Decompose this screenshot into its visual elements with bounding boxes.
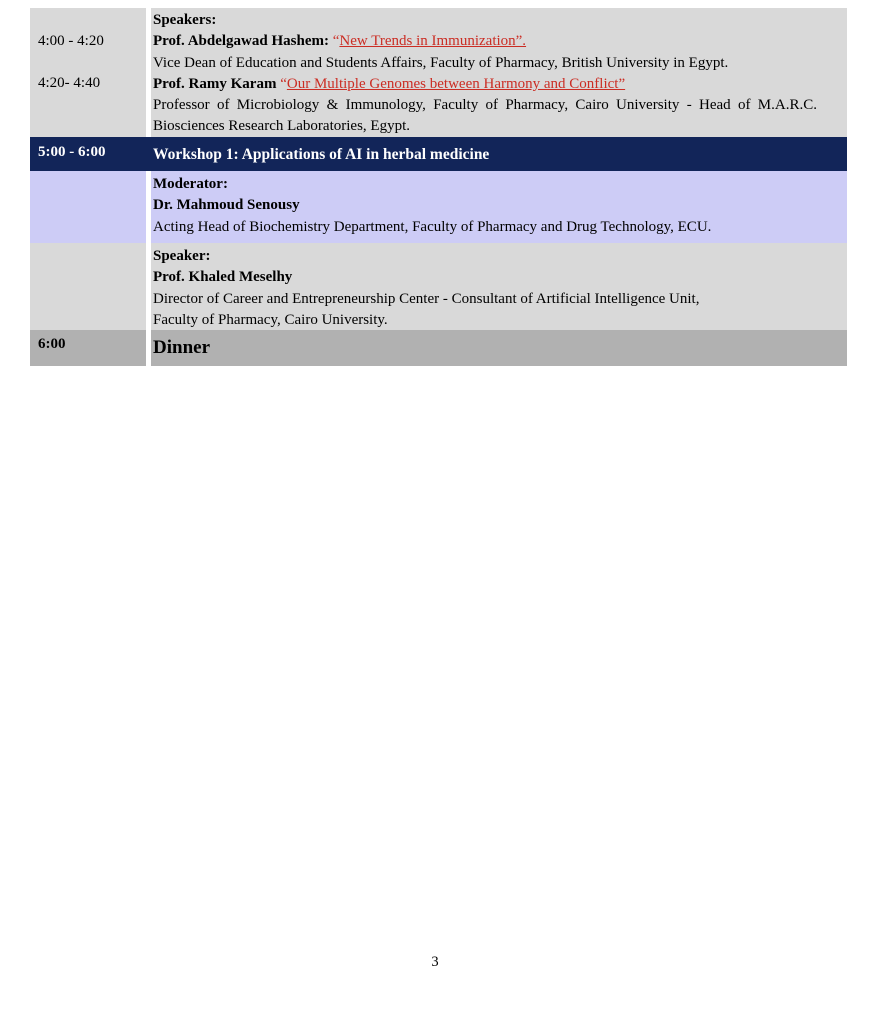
workshop-title: Workshop 1: Applications of AI in herbal medicine (153, 146, 490, 163)
moderator-heading: Moderator: (153, 176, 228, 192)
quote-open: “ (332, 33, 340, 50)
session-content-cell (151, 8, 847, 137)
speaker-1-talk-link[interactable] (333, 33, 526, 49)
workshop-speaker-affiliation-line-1: Director of Career and Entrepreneurship Center - Consultant of Artificial Intelligence Unit, (153, 290, 700, 307)
moderator-row (30, 171, 847, 243)
schedule-table (30, 8, 847, 366)
workshop-speaker-content-cell (151, 243, 847, 330)
dinner-content-cell (151, 330, 847, 366)
workshop-speaker-affiliation-line-2: Faculty of Pharmacy, Cairo University. (153, 311, 388, 328)
speaker-2-talk-link[interactable] (280, 76, 625, 92)
moderator-content-cell (151, 171, 847, 243)
dinner-time: 6:00 (38, 336, 66, 352)
speaker-1-affiliation: Vice Dean of Education and Students Affairs, Faculty of Pharmacy, British University in Egypt. (153, 54, 729, 71)
speaker-1-line (153, 31, 817, 52)
workshop-speaker-name: Prof. Khaled Meselhy (153, 269, 293, 286)
workshop-time: 5:00 - 6:00 (38, 144, 106, 160)
speaker-2-talk-title: Our Multiple Genomes between Harmony and Conflict” (286, 75, 626, 92)
session-time-cell (30, 8, 146, 137)
session-heading: Speakers: (153, 12, 217, 28)
workshop-title-cell (151, 137, 847, 171)
speaker-2-line (153, 74, 817, 95)
time-slot-1: 4:00 - 4:20 (38, 33, 104, 49)
workshop-time-cell (30, 137, 146, 171)
workshop-speaker-heading: Speaker: (153, 248, 211, 264)
moderator-name: Dr. Mahmoud Senousy (153, 197, 300, 214)
speaker-1-name: Prof. Abdelgawad Hashem: (153, 33, 329, 50)
quote-open: “ (280, 75, 287, 92)
speaker-1-talk-title: New Trends in Immunization”. (339, 33, 527, 50)
dinner-time-cell (30, 330, 146, 366)
time-slot-2: 4:20- 4:40 (38, 75, 101, 91)
moderator-time-cell (30, 171, 146, 243)
dinner-row (30, 330, 847, 366)
dinner-title: Dinner (153, 337, 210, 358)
speaker-2-name: Prof. Ramy Karam (153, 75, 277, 92)
session-talks-row (30, 8, 847, 137)
page-number: 3 (431, 954, 439, 970)
speaker-2-affiliation-line-2: Biosciences Research Laboratories, Egypt. (153, 118, 410, 135)
speaker-2-affiliation-line-1: Professor of Microbiology & Immunology, Faculty of Pharmacy, Cairo University - Head of M.A.R.C. (153, 97, 817, 114)
workshop-header-row (30, 137, 847, 171)
workshop-speaker-row (30, 243, 847, 330)
moderator-affiliation: Acting Head of Biochemistry Department, Faculty of Pharmacy and Drug Technology, ECU. (153, 218, 712, 235)
workshop-speaker-time-cell (30, 243, 146, 330)
